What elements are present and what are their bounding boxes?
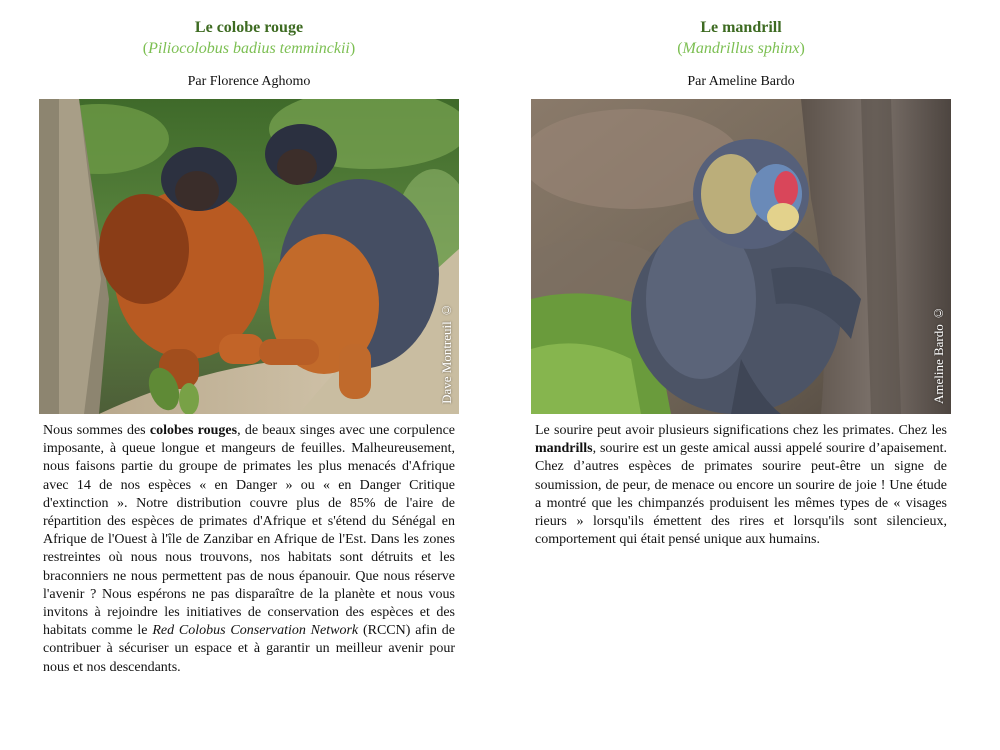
- article-red-colobus: [39, 0, 459, 677]
- article-mandrill: [531, 0, 951, 549]
- photo-credit: Ameline Bardo ©: [931, 305, 946, 404]
- scientific-name: (Piliocolobus badius temminckii): [142, 40, 356, 57]
- mandrill-photo: [531, 99, 951, 414]
- author-line: Par Florence Aghomo: [187, 74, 311, 89]
- red-colobus-photo: [39, 99, 459, 414]
- scientific-name: (Mandrillus sphinx): [677, 40, 805, 57]
- article-body: Nous sommes des colobes rouges, de beaux singes avec une corpulence imposante, à queue longue et mangeurs de feuilles. Malheureusement, nous faisons partie du groupe de primates les plus menacés d'Afrique avec 14 de nos espèces « en Danger » ou « en Danger Critique d'extinction ». Notre distribution couvre plus de 85% de l'aire de répartition des espèces de primates d'Afrique et s'étend du Sénégal en Afrique de l'Ouest à l'île de Zanzibar en Afrique de l'Est. Dans les zones restreintes où nous nous trouvons, nos habitats sont détruits et les braconniers ne nous permettent pas de nous épanouir. Que nous réserve l'avenir ? Nous espérons ne pas disparaître de la planète et nous vous invitons à rejoindre les initiatives de conservation des espèces et des habitats comme le Red Colobus Conservation Network (RCCN) afin de contribuer à sécuriser un espace et à garantir un meilleur avenir pour nous et nos descendants.: [43, 423, 456, 675]
- photo-credit: Dave Montreuil ©: [439, 303, 454, 404]
- article-body: Le sourire peut avoir plusieurs significations chez les primates. Chez les mandrills, sourire est un geste amical aussi appelé sourire d’apaisement. Chez d’autres espèces de primates sourire peut-être un signe de soumission, de peur, de menace ou encore un sourire de joie ! Une étude a montré que les chimpanzés produisent les mêmes types de « visages rieurs » lorsqu'ils émettent des rires et lorsqu'ils sont silencieux, comportement qui était pensé unique aux humains.: [535, 423, 947, 548]
- article-title: Le mandrill: [700, 19, 782, 36]
- author-line: Par Ameline Bardo: [687, 74, 795, 89]
- article-title: Le colobe rouge: [194, 19, 304, 36]
